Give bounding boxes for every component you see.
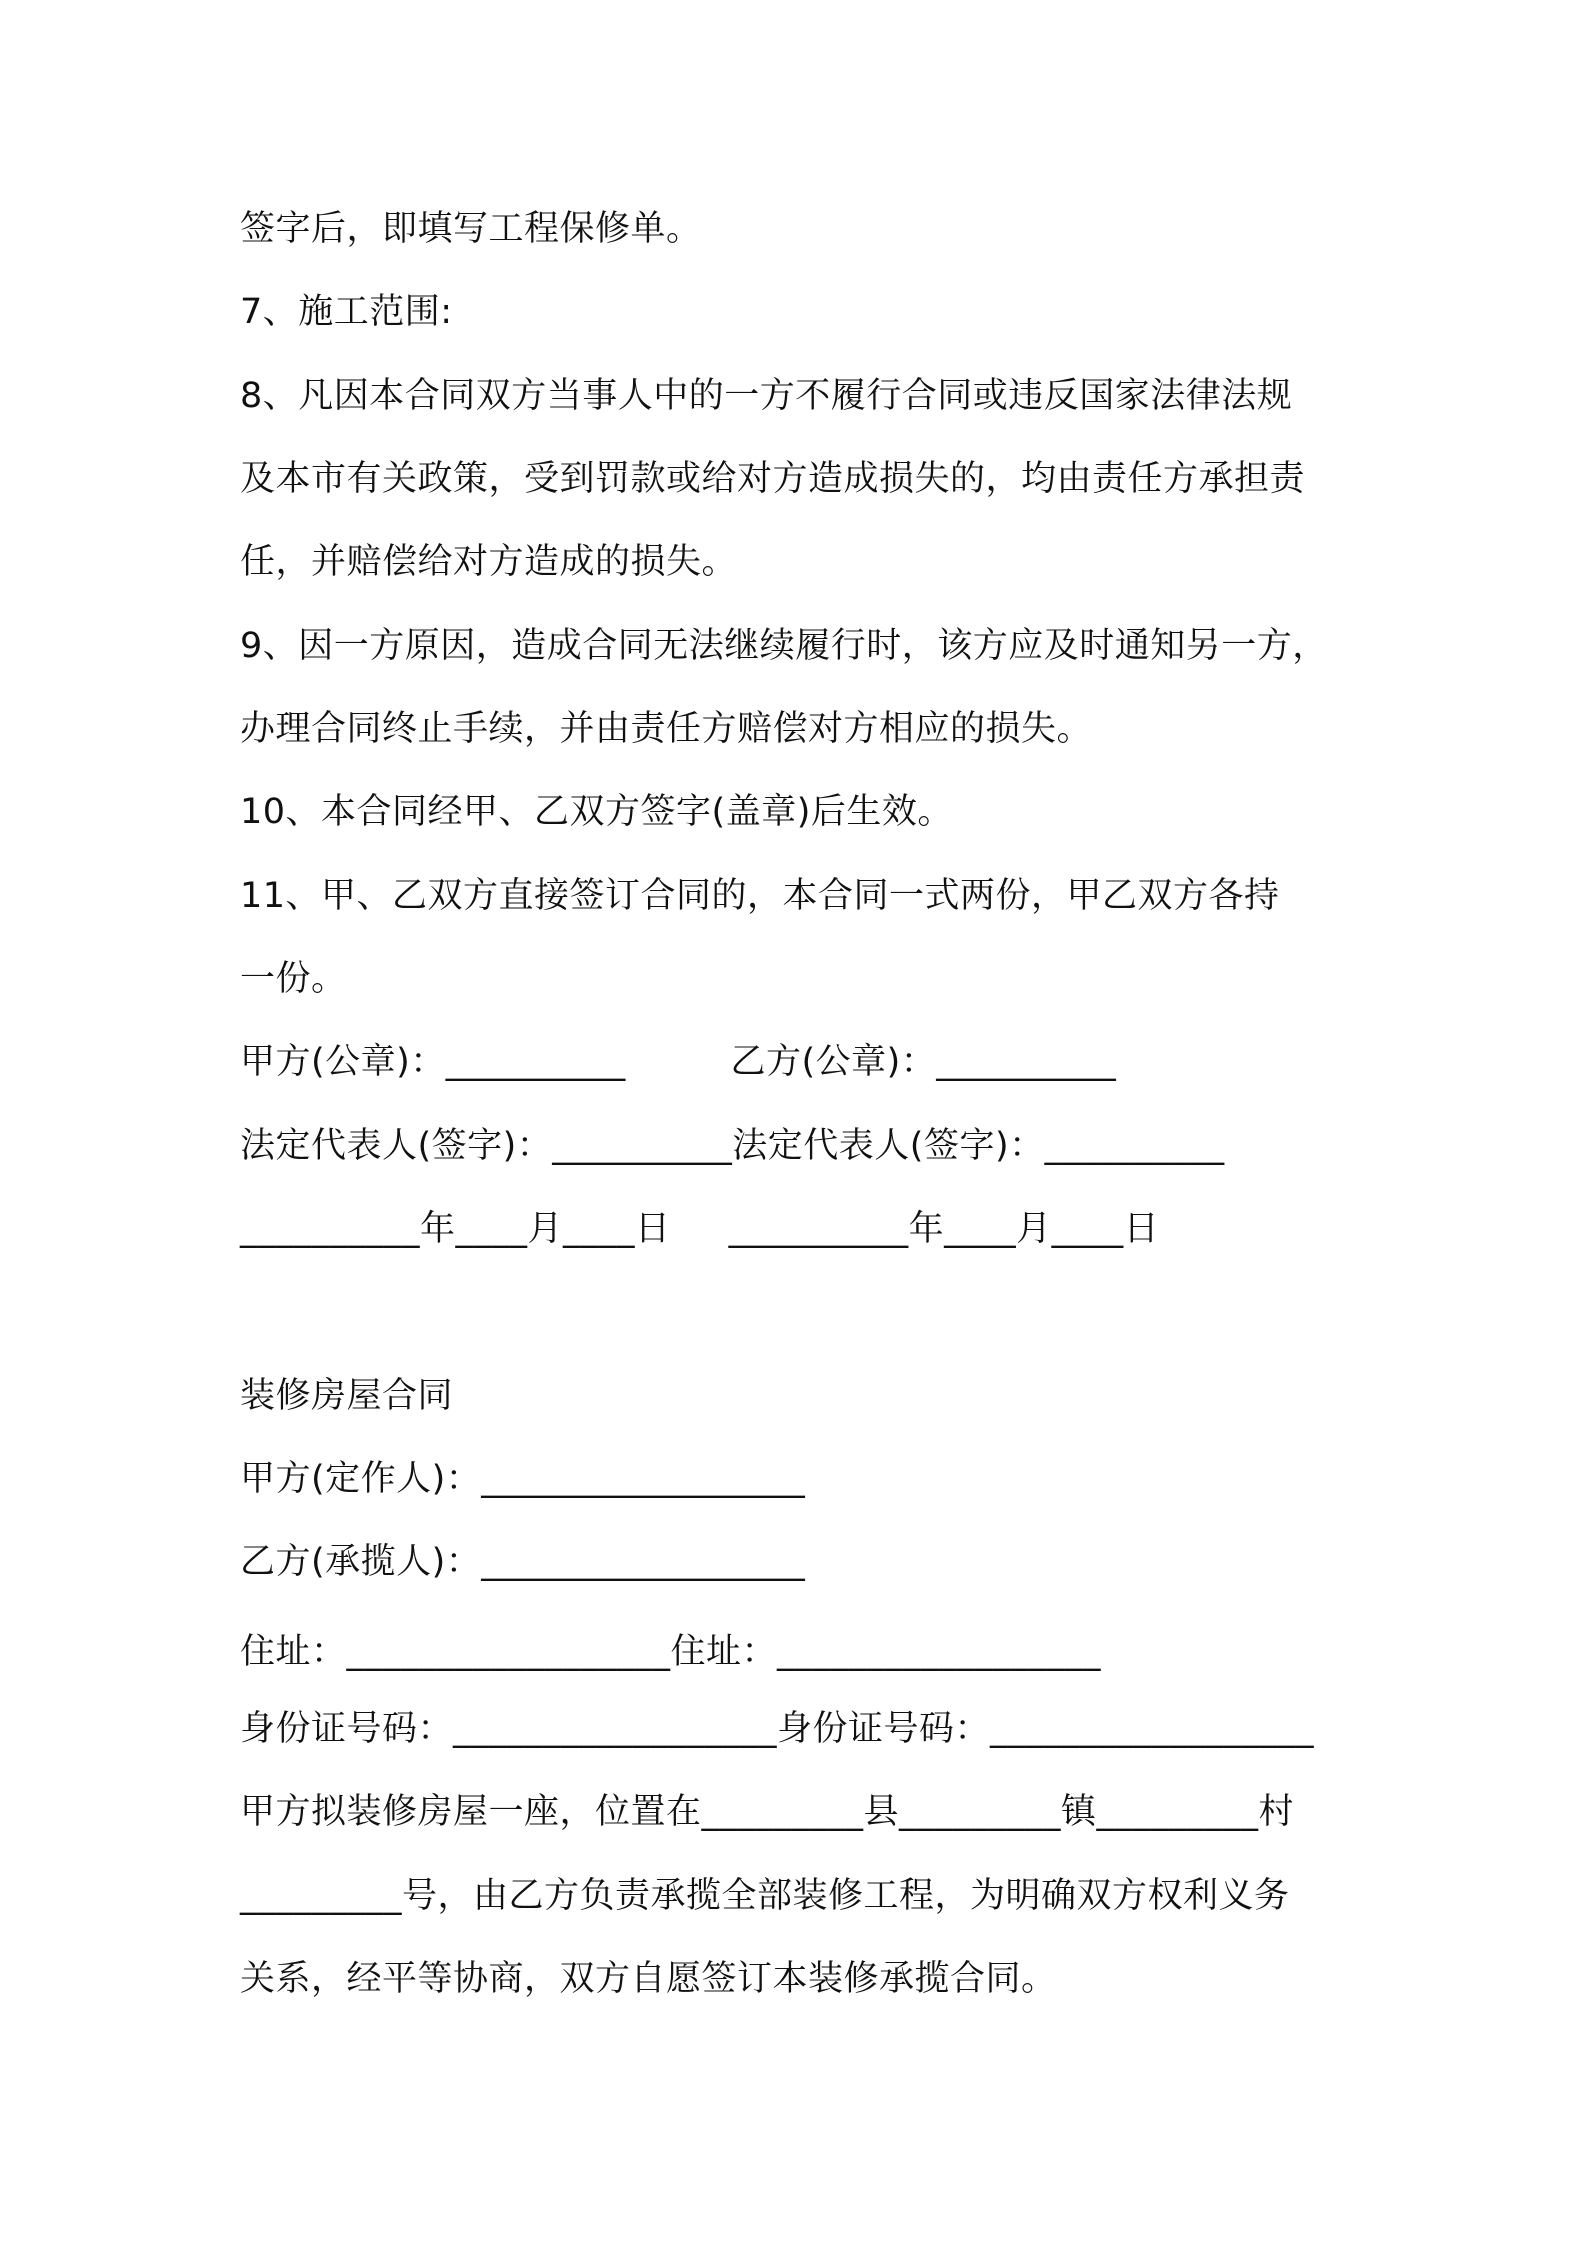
text-line: 签字后，即填写工程保修单。	[240, 209, 702, 249]
party-a-line: 甲方(定作人)：__________________	[240, 1459, 806, 1499]
clause-11-line-1: 11、甲、乙双方直接签订合同的，本合同一式两份，甲乙双方各持	[240, 876, 1280, 916]
signature-representative-line: 法定代表人(签字)：__________法定代表人(签字)：__________	[240, 1126, 1225, 1166]
clause-8-line-3: 任，并赔偿给对方造成的损失。	[240, 542, 738, 582]
clause-8-line-2: 及本市有关政策，受到罚款或给对方造成损失的，均由责任方承担责	[240, 459, 1306, 499]
location-line-1: 甲方拟装修房屋一座，位置在_________县_________镇_________村	[240, 1792, 1295, 1832]
party-b-line: 乙方(承揽人)：__________________	[240, 1542, 806, 1582]
clause-9-line-1: 9、因一方原因，造成合同无法继续履行时，该方应及时通知另一方，	[240, 626, 1328, 666]
id-number-line: 身份证号码：__________________身份证号码：__________________	[240, 1709, 1315, 1749]
location-line-3: 关系，经平等协商，双方自愿签订本装修承揽合同。	[240, 1959, 1057, 1999]
clause-9-line-2: 办理合同终止手续，并由责任方赔偿对方相应的损失。	[240, 709, 1093, 749]
signature-seal-line: 甲方(公章)：__________ 乙方(公章)：__________	[240, 1042, 1117, 1082]
clause-11-line-2: 一份。	[240, 959, 347, 999]
section-title: 装修房屋合同	[240, 1376, 454, 1416]
address-line: 住址：__________________住址：__________________	[240, 1632, 1102, 1672]
clause-10: 10、本合同经甲、乙双方签字(盖章)后生效。	[240, 792, 953, 832]
clause-7: 7、施工范围:	[240, 292, 453, 332]
signature-date-line: __________年____月____日 __________年____月____日	[240, 1209, 1160, 1249]
clause-8-line-1: 8、凡因本合同双方当事人中的一方不履行合同或违反国家法律法规	[240, 376, 1293, 416]
location-line-2: _________号，由乙方负责承揽全部装修工程，为明确双方权利义务	[240, 1876, 1290, 1916]
